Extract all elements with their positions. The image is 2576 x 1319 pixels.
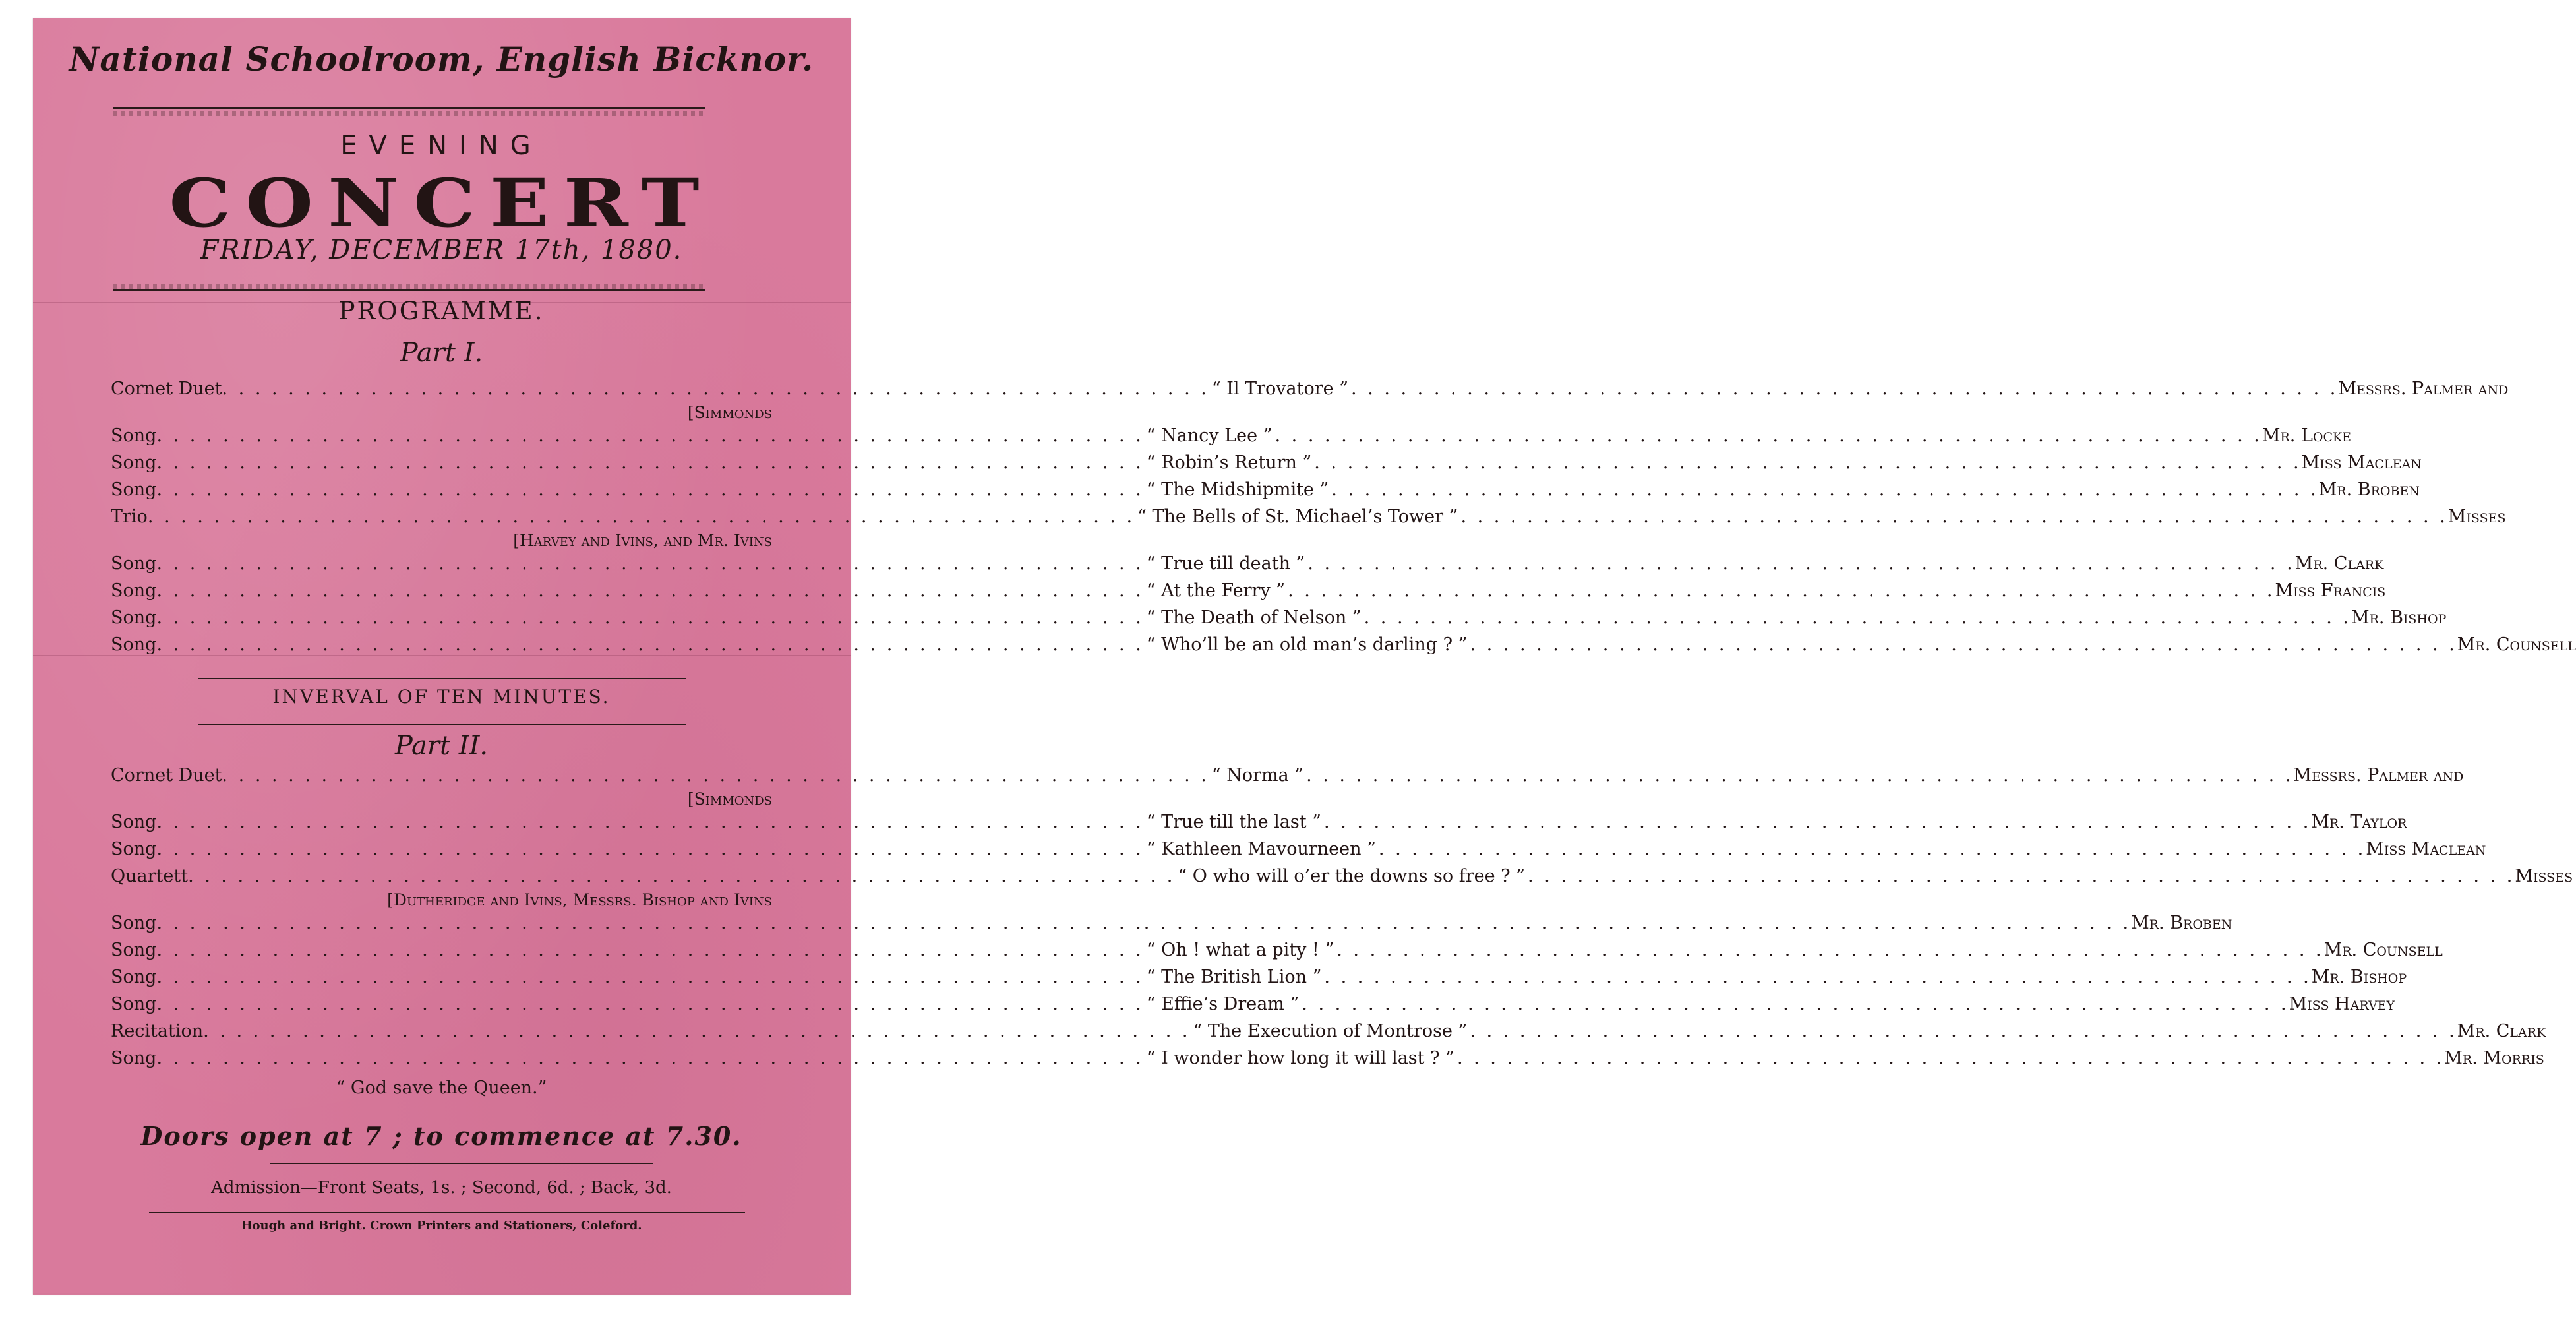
venue-heading: National Schoolroom, English Bicknor. (69, 40, 814, 78)
item-title: “ Oh ! what a pity ! ” (1146, 940, 1334, 960)
printer-rule (149, 1212, 745, 1213)
leader-dots: . . . . . . . . . . . . . . . . . . . . . . . . . . . . . . . . . . . . . . . . . . . . . . . . . . . . . . . . . . . . (222, 379, 1209, 399)
programme-heading: PROGRAMME. (338, 297, 545, 325)
leader-dots: . . . . . . . . . . . . . . . . . . . . . . . . . . . . . . . . . . . . . . . . . . . . . . . . . . . . . . . . . . . . (1306, 765, 2294, 785)
item-kind: Recitation (111, 1021, 204, 1041)
item-performer: Messrs. Palmer and (2293, 765, 2464, 785)
leader-dots: . . . . . . . . . . . . . . . . . . . . . . . . . . . . . . . . . . . . . . . . . . . . . . . . . . . . . . . . . . . . (156, 1048, 1144, 1068)
leader-dots: . . . . . . . . . . . . . . . . . . . . . . . . . . . . . . . . . . . . . . . . . . . . . . . . . . . . . . . . . . . . (1460, 506, 2448, 527)
interval-rule-bottom (198, 724, 686, 725)
programme-item (111, 967, 2407, 993)
leader-dots: . . . . . . . . . . . . . . . . . . . . . . . . . . . . . . . . . . . . . . . . . . . . . . . . . . . . . . . . . . . . (1336, 940, 2324, 960)
item-kind: Song (111, 452, 157, 473)
item-performer-continuation: [ Dutheridge and Ivins, Messrs. Bishop and Ivins (387, 890, 772, 909)
leader-dots: . . . . . . . . . . . . . . . . . . . . . . . . . . . . . . . . . . . . . . . . . . . . . . . . . . . . . . . . . . . . (222, 765, 1209, 785)
programme-item (111, 866, 2573, 892)
admission-prices: Admission—Front Seats, 1s. ; Second, 6d. ; Back, 3d. (211, 1178, 672, 1198)
leader-dots: . . . . . . . . . . . . . . . . . . . . . . . . . . . . . . . . . . . . . . . . . . . . . . . . . . . . . . . . . . . . (156, 452, 1144, 473)
item-kind: Song (111, 812, 157, 832)
item-performer: Misses (2515, 866, 2573, 886)
item-performer: Miss Francis (2275, 580, 2386, 601)
item-performer-continuation: [ Simmonds (688, 789, 772, 809)
decorative-border (113, 284, 705, 289)
leader-dots: . . . . . . . . . . . . . . . . . . . . . . . . . . . . . . . . . . . . . . . . . . . . . . . . . . . . . . . . . . . . (147, 506, 1135, 527)
leader-dots: . . . . . . . . . . . . . . . . . . . . . . . . . . . . . . . . . . . . . . . . . . . . . . . . . . . . . . . . . . . . (156, 580, 1144, 601)
item-kind: Song (111, 479, 157, 500)
leader-dots: . . . . . . . . . . . . . . . . . . . . . . . . . . . . . . . . . . . . . . . . . . . . . . . . . . . . . . . . . . . . (1470, 634, 2457, 655)
item-performer: Messrs. Palmer and (2338, 379, 2509, 399)
leader-dots: . . . . . . . . . . . . . . . . . . . . . . . . . . . . . . . . . . . . . . . . . . . . . . . . . . . . . . . . . . . . (1288, 580, 2275, 601)
item-performer: Mr. Counsell (2457, 634, 2576, 655)
item-kind: Cornet Duet (111, 379, 222, 399)
item-performer: Mr. Taylor (2311, 812, 2407, 832)
item-title: “ The Execution of Montrose ” (1193, 1021, 1468, 1041)
interval-rule-top (198, 678, 686, 679)
item-performer: Mr. Morris (2444, 1048, 2544, 1068)
leader-dots: . . . . . . . . . . . . . . . . . . . . . . . . . . . . . . . . . . . . . . . . . . . . . . . . . . . . . . . . . . . . (1456, 1048, 2445, 1068)
programme-item (111, 994, 2395, 1020)
leader-dots: . . . . . . . . . . . . . . . . . . . . . . . . . . . . . . . . . . . . . . . . . . . . . . . . . . . . . . . . . . . . (1331, 479, 2319, 500)
item-title: “ O who will o’er the downs so free ? ” (1178, 866, 1526, 886)
item-kind: Song (111, 940, 157, 960)
item-performer: Misses (2447, 506, 2506, 527)
programme-item (111, 1048, 2544, 1074)
item-kind: Song (111, 425, 157, 446)
leader-dots: . . . . . . . . . . . . . . . . . . . . . . . . . . . . . . . . . . . . . . . . . . . . . . . . . . . . . . . . . . . . (203, 1021, 1191, 1041)
item-performer: Miss Harvey (2289, 994, 2395, 1014)
concert-subtitle: EVENING (340, 131, 543, 161)
date-rule (113, 289, 705, 291)
item-kind: Song (111, 913, 157, 933)
programme-item (111, 607, 2447, 634)
leader-dots: . . . . . . . . . . . . . . . . . . . . . . . . . . . . . . . . . . . . . . . . . . . . . . . . . . . . . . . . . . . . (156, 940, 1144, 960)
programme-item (111, 425, 2352, 452)
leader-dots: . . . . . . . . . . . . . . . . . . . . . . . . . . . . . . . . . . . . . . . . . . . . . . . . . . . . . . . . . . . . (156, 812, 1144, 832)
item-title: “ Robin’s Return ” (1146, 452, 1312, 473)
leader-dots: . . . . . . . . . . . . . . . . . . . . . . . . . . . . . . . . . . . . . . . . . . . . . . . . . . . . . . . . . . . . (156, 634, 1144, 655)
printer-imprint: Hough and Bright. Crown Printers and Stationers, Coleford. (241, 1219, 642, 1233)
doors-rule-bottom (270, 1163, 653, 1164)
item-title: “ Il Trovatore ” (1211, 379, 1348, 399)
item-kind: Song (111, 634, 157, 655)
item-kind: Trio (111, 506, 148, 527)
item-title: “ Nancy Lee ” (1146, 425, 1273, 446)
item-title: “ Norma ” (1211, 765, 1304, 785)
leader-dots: . . . . . . . . . . . . . . . . . . . . . . . . . . . . . . . . . . . . . . . . . . . . . . . . . . . . . . . . . . . . (1363, 607, 2351, 628)
item-title: “ True till the last ” (1146, 812, 1321, 832)
leader-dots: . . . . . . . . . . . . . . . . . . . . . . . . . . . . . . . . . . . . . . . . . . . . . . . . . . . . . . . . . . . . (156, 425, 1144, 446)
leader-dots: . . . . . . . . . . . . . . . . . . . . . . . . . . . . . . . . . . . . . . . . . . . . . . . . . . . . . . . . . . . . (1307, 553, 2295, 574)
programme-item (111, 812, 2407, 838)
header-rule (113, 107, 705, 109)
item-title: “ I wonder how long it will last ? ” (1146, 1048, 1454, 1068)
leader-dots: . . . . . . . . . . . . . . . . . . . . . . . . . . . . . . . . . . . . . . . . . . . . . . . . . . . . . . . . . . . . (156, 994, 1144, 1014)
item-kind: Quartett (111, 866, 189, 886)
leader-dots: . . . . . . . . . . . . . . . . . . . . . . . . . . . . . . . . . . . . . . . . . . . . . . . . . . . . . . . . . . . . (1378, 839, 2366, 859)
interval-notice: INVERVAL OF TEN MINUTES. (272, 686, 611, 708)
programme-item (111, 634, 2576, 661)
item-performer: Mr. Broben (2131, 913, 2232, 933)
concert-title: CONCERT (169, 164, 714, 242)
programme-item (111, 452, 2422, 479)
programme-item (111, 765, 2464, 791)
item-performer: Miss Maclean (2301, 452, 2422, 473)
leader-dots: . . . . . . . . . . . . . . . . . . . . . . . . . . . . . . . . . . . . . . . . . . . . . . . . . . . . . . . . . . . . (1470, 1021, 2457, 1041)
leader-dots: . . . . . . . . . . . . . . . . . . . . . . . . . . . . . . . . . . . . . . . . . . . . . . . . . . . . . . . . . . . . (1324, 967, 2312, 987)
programme-item (111, 553, 2384, 580)
item-performer: Mr. Counsell (2323, 940, 2443, 960)
item-kind: Song (111, 607, 157, 628)
closing-anthem: “ God save the Queen.” (336, 1078, 547, 1098)
leader-dots: . . . . . . . . . . . . . . . . . . . . . . . . . . . . . . . . . . . . . . . . . . . . . . . . . . . . . . . . . . . . (1323, 812, 2312, 832)
doors-notice: Doors open at 7 ; to commence at 7.30. (140, 1121, 742, 1151)
item-performer: Mr. Locke (2261, 425, 2352, 446)
item-performer: Mr. Clark (2294, 553, 2384, 574)
item-kind: Cornet Duet (111, 765, 222, 785)
leader-dots: . . . . . . . . . . . . . . . . . . . . . . . . . . . . . . . . . . . . . . . . . . . . . . . . . . . . . . . . . . . . (1302, 994, 2289, 1014)
item-title: “ True till death ” (1146, 553, 1305, 574)
item-title: “ The Death of Nelson ” (1146, 607, 1362, 628)
item-performer: Mr. Clark (2457, 1021, 2546, 1041)
programme-item (111, 913, 2232, 939)
programme-item (111, 379, 2509, 405)
leader-dots: . . . . . . . . . . . . . . . . . . . . . . . . . . . . . . . . . . . . . . . . . . . . . . . . . . . . . . . . . . . . (1528, 866, 2515, 886)
item-title: “ Kathleen Mavourneen ” (1146, 839, 1376, 859)
programme-item (111, 479, 2420, 506)
leader-dots: . . . . . . . . . . . . . . . . . . . . . . . . . . . . . . . . . . . . . . . . . . . . . . . . . . . . . . . . . . . . (156, 913, 1144, 933)
leader-dots: . . . . . . . . . . . . . . . . . . . . . . . . . . . . . . . . . . . . . . . . . . . . . . . . . . . . . . . . . . . . (1274, 425, 2262, 446)
item-title: “ Who’ll be an old man’s darling ? ” (1146, 634, 1468, 655)
concert-date: FRIDAY, DECEMBER 17th, 1880. (200, 235, 683, 265)
item-title: “ The Midshipmite ” (1146, 479, 1329, 500)
programme-item (111, 940, 2443, 966)
item-kind: Song (111, 839, 157, 859)
leader-dots: . . . . . . . . . . . . . . . . . . . . . . . . . . . . . . . . . . . . . . . . . . . . . . . . . . . . . . . . . . . . (1143, 913, 2132, 933)
part-two-heading: Part II. (394, 731, 489, 761)
programme-item (111, 580, 2386, 607)
leader-dots: . . . . . . . . . . . . . . . . . . . . . . . . . . . . . . . . . . . . . . . . . . . . . . . . . . . . . . . . . . . . (156, 607, 1144, 628)
item-kind: Song (111, 580, 157, 601)
decorative-border (113, 111, 705, 116)
item-kind: Song (111, 1048, 157, 1068)
item-kind: Song (111, 994, 157, 1014)
item-kind: Song (111, 967, 157, 987)
programme-item (111, 1021, 2546, 1047)
item-performer: Miss Maclean (2366, 839, 2486, 859)
item-title: “ Effie’s Dream ” (1146, 994, 1300, 1014)
item-title: “ The Bells of St. Michael’s Tower ” (1137, 506, 1458, 527)
item-performer: Mr. Broben (2318, 479, 2420, 500)
leader-dots: . . . . . . . . . . . . . . . . . . . . . . . . . . . . . . . . . . . . . . . . . . . . . . . . . . . . . . . . . . . . (156, 479, 1144, 500)
item-kind: Song (111, 553, 157, 574)
leader-dots: . . . . . . . . . . . . . . . . . . . . . . . . . . . . . . . . . . . . . . . . . . . . . . . . . . . . . . . . . . . . (1351, 379, 2339, 399)
item-performer-continuation: [ Harvey and Ivins, and Mr. Ivins (513, 531, 772, 550)
leader-dots: . . . . . . . . . . . . . . . . . . . . . . . . . . . . . . . . . . . . . . . . . . . . . . . . . . . . . . . . . . . . (188, 866, 1176, 886)
programme-item (111, 839, 2486, 865)
item-performer: Mr. Bishop (2351, 607, 2447, 628)
leader-dots: . . . . . . . . . . . . . . . . . . . . . . . . . . . . . . . . . . . . . . . . . . . . . . . . . . . . . . . . . . . . (1314, 452, 2302, 473)
leader-dots: . . . . . . . . . . . . . . . . . . . . . . . . . . . . . . . . . . . . . . . . . . . . . . . . . . . . . . . . . . . . (156, 967, 1144, 987)
part-one-heading: Part I. (400, 338, 483, 368)
item-performer: Mr. Bishop (2311, 967, 2407, 987)
item-performer-continuation: [ Simmonds (688, 403, 772, 422)
leader-dots: . . . . . . . . . . . . . . . . . . . . . . . . . . . . . . . . . . . . . . . . . . . . . . . . . . . . . . . . . . . . (156, 553, 1144, 574)
item-title: “ The British Lion ” (1146, 967, 1322, 987)
item-title: “ At the Ferry ” (1146, 580, 1286, 601)
programme-item (111, 506, 2506, 533)
leader-dots: . . . . . . . . . . . . . . . . . . . . . . . . . . . . . . . . . . . . . . . . . . . . . . . . . . . . . . . . . . . . (156, 839, 1144, 859)
